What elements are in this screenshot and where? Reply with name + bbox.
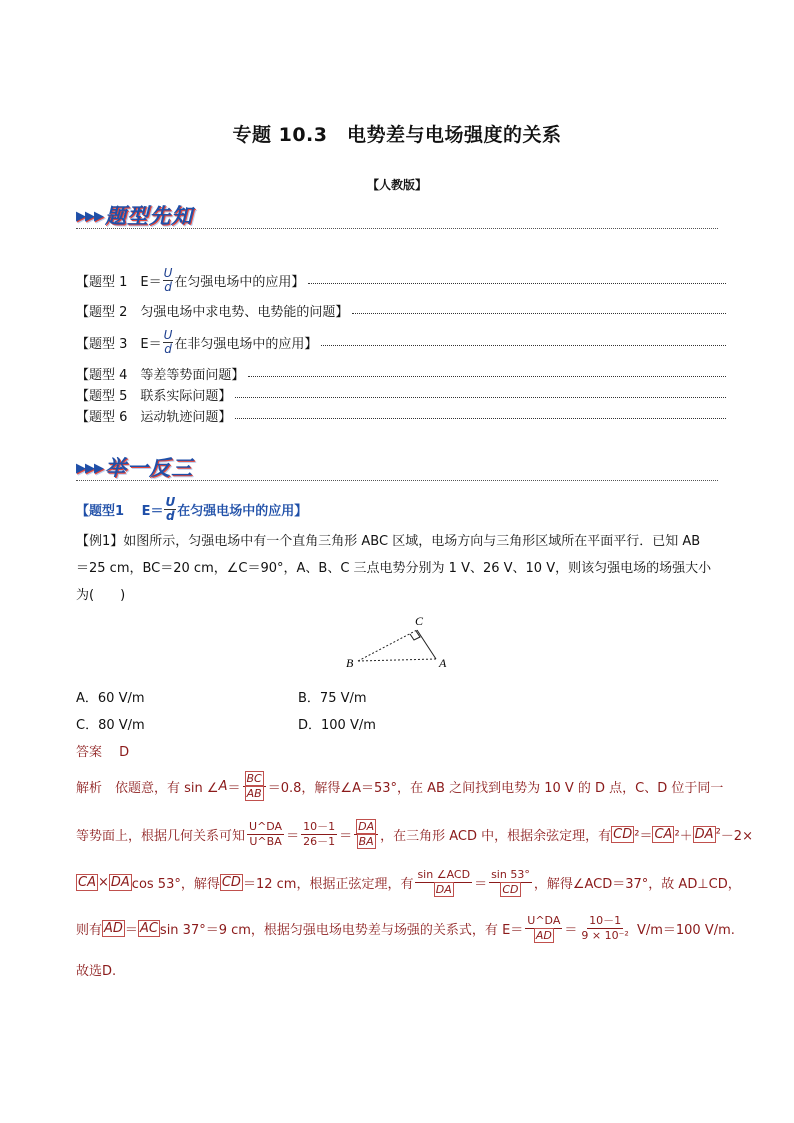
leader-dots: [248, 376, 726, 377]
point-b-label: B: [346, 656, 354, 670]
fraction: $\frac{DA}{BA}$: [354, 820, 378, 849]
fraction: $\frac{U\^{}DA}{AD}$: [527, 914, 561, 942]
leader-dots: [308, 283, 726, 284]
leader-dots: [235, 418, 726, 419]
section-heading-type1: 【题型1 E＝ $\frac{U}{d}$ 在匀强电场中的应用】: [76, 495, 308, 523]
leader-dots: [235, 397, 726, 398]
toc-item-6[interactable]: 【题型 6 运动轨迹问题】: [76, 405, 726, 425]
option-d[interactable]: D．100 V/m: [298, 718, 376, 733]
divider: [76, 228, 718, 229]
analysis-line-3: CA × DA cos 53°，解得 CD ＝12 cm，根据正弦定理，有 $\frac{\text{sin ∠ACD}}{DA}$ ＝ $\frac{\sin 53^\circ}{CD}$ ，解得∠ACD＝37°，故 AD⊥CD，: [78, 868, 741, 896]
arrow-icon: ▶▶▶: [76, 461, 103, 476]
analysis-line-2: 等势面上，根据几何关系可知 $\frac{U\^{}DA}{U\^{}BA}$ ＝ $\frac{10-1}{26-1}$ ＝ $\frac{DA}{BA}$ ，在三角形 ACD 中，根据余弦定理，有 CD ²＝ CA ²＋ DA ² －2×: [76, 820, 753, 848]
arrow-icon: ▶▶▶: [76, 209, 103, 224]
banner-practice: ▶▶▶举一反三: [76, 456, 193, 480]
option-c[interactable]: C．80 V/m: [76, 718, 145, 733]
leader-dots: [321, 345, 726, 346]
fraction: $\frac{10-1}{26-1}$: [303, 820, 336, 848]
fraction: $\frac{U}{d}$: [163, 265, 173, 294]
page-title: 专题 10.3 电势差与电场强度的关系: [232, 124, 562, 146]
side-bc: [358, 630, 417, 661]
option-a[interactable]: A．60 V/m: [76, 691, 145, 706]
toc-item-1[interactable]: 【题型 1 E＝ $\frac{U}{d}$ 在匀强电场中的应用】: [76, 270, 726, 290]
point-a-label: A: [439, 656, 447, 670]
fraction: $\frac{U\^{}DA}{U\^{}BA}$: [249, 820, 283, 848]
toc-item-4[interactable]: 【题型 4 等差等势面问题】: [76, 363, 726, 383]
point-c-label: C: [415, 614, 424, 628]
fraction: $\frac{U}{d}$: [165, 495, 176, 523]
leader-dots: [352, 313, 726, 314]
example-question: 【例1】如图所示，匀强电场中有一个直角三角形 ABC 区域，电场方向与三角形区域所在平面平行．已知 AB ＝25 cm，BC＝20 cm，∠C＝90°，A、B、C 三点电势分别为 1 V、26 V、10 V，则该匀强电场的场强大小 为( ): [76, 534, 712, 603]
fraction: $\frac{BC}{AB}$: [243, 772, 266, 801]
answer-value: D: [119, 745, 130, 760]
divider: [76, 480, 718, 481]
triangle-figure: [340, 612, 460, 674]
analysis-conclusion: 故选D.: [76, 964, 117, 979]
toc-item-5[interactable]: 【题型 5 联系实际问题】: [76, 384, 726, 404]
side-ab: [358, 659, 436, 661]
option-b[interactable]: B．75 V/m: [298, 691, 367, 706]
analysis-line-1: 解析 依题意，有 sin ∠ A ＝ $\frac{BC}{AB}$ ＝0.8，解得∠A＝53°，在 AB 之间找到电势为 10 V 的 D 点，C、D 位于同一: [76, 772, 724, 800]
fraction: $\frac{10-1}{\text{9 × 10⁻²}}$: [581, 914, 629, 942]
banner-preview: ▶▶▶题型先知: [76, 204, 193, 228]
fraction: $\frac{U}{d}$: [163, 327, 173, 356]
answer-line: 答案 D: [76, 745, 130, 760]
analysis-line-4: 则有 AD ＝ AC sin 37°＝9 cm，根据匀强电场电势差与场强的关系式，有 E＝ $\frac{U\^{}DA}{AD}$ ＝ $\frac{10-1}{\text{9 × 10⁻²}}$ V/m＝100 V/m.: [76, 914, 735, 942]
fraction: $\frac{\text{sin ∠ACD}}{DA}$: [417, 868, 471, 896]
toc-item-2[interactable]: 【题型 2 匀强电场中求电势、电势能的问题】: [76, 300, 726, 320]
fraction: $\frac{\sin 53^\circ}{CD}$: [491, 868, 530, 896]
edition-label: 【人教版】: [366, 178, 427, 192]
toc-item-3[interactable]: 【题型 3 E＝ $\frac{U}{d}$ 在非匀强电场中的应用】: [76, 332, 726, 352]
side-ca: [417, 630, 436, 659]
